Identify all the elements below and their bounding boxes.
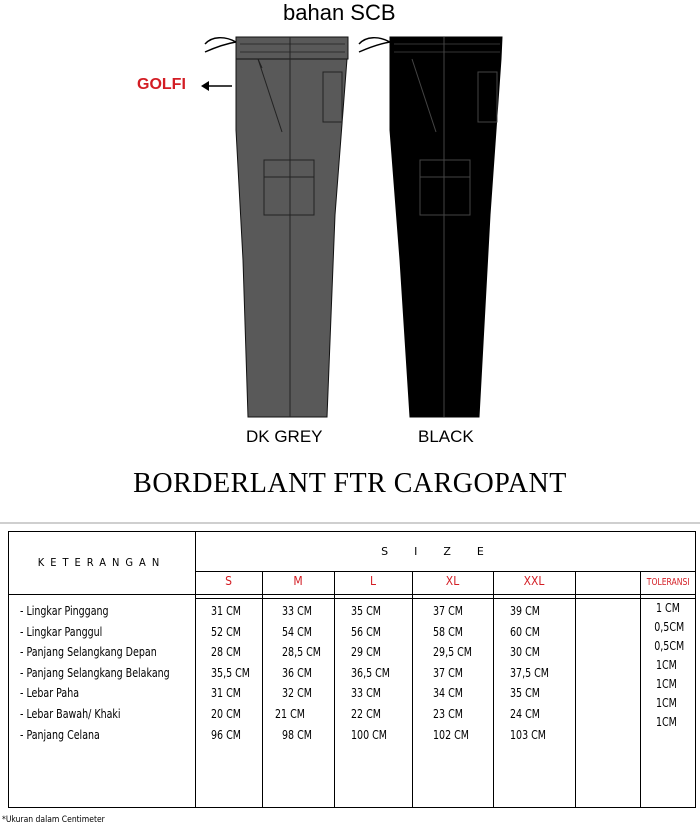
table-cell: 100 CM <box>351 727 387 742</box>
size-l-values <box>351 601 390 745</box>
grid-line <box>195 571 696 572</box>
table-cell: 31 CM <box>211 686 241 701</box>
size-xl-values <box>433 601 472 745</box>
table-cell: 30 CM <box>510 645 540 660</box>
table-cell: 22 CM <box>351 706 381 721</box>
size-xxl-values <box>510 601 549 745</box>
table-cell: 36 CM <box>282 665 312 680</box>
table-cell: 31 CM <box>211 604 241 618</box>
table-cell: 34 CM <box>433 686 463 701</box>
table-cell: 1CM <box>656 715 677 729</box>
table-row-label: - Panjang Selangkang Depan <box>20 645 157 660</box>
callout-arrow-icon <box>201 81 232 91</box>
table-cell: 58 CM <box>433 624 463 639</box>
size-header: SIZE <box>381 544 510 558</box>
table-cell: 29 CM <box>351 645 381 660</box>
tolerance-col-header <box>640 574 696 588</box>
pants-black-drawing <box>359 37 502 417</box>
table-cell: 1CM <box>656 677 677 691</box>
table-cell: 0,5CM <box>654 620 685 634</box>
table-cell: 1CM <box>656 696 677 710</box>
size-s-values <box>211 601 250 745</box>
variant-label-black: BLACK <box>418 427 474 446</box>
table-cell: 33 CM <box>351 686 381 701</box>
grid-line <box>493 571 494 808</box>
table-cell: 21 CM <box>274 706 305 721</box>
table-cell: 23 CM <box>433 706 463 721</box>
table-cell: 98 CM <box>282 727 312 742</box>
size-m-values <box>274 601 322 745</box>
pants-grey-drawing <box>205 37 348 417</box>
grid-line <box>195 531 196 808</box>
tolerance-values <box>656 599 684 732</box>
table-cell: 37 CM <box>433 665 463 680</box>
measurement-labels <box>20 601 170 745</box>
table-cell: 28 CM <box>211 645 241 660</box>
grid-line <box>575 571 576 808</box>
grid-line <box>8 594 696 595</box>
table-row-label: - Lingkar Pinggang <box>20 604 109 618</box>
size-col-s: S <box>225 574 232 588</box>
table-row-label: - Panjang Celana <box>20 727 100 742</box>
table-cell: 102 CM <box>433 727 469 742</box>
tolerance-header-text: TOLERANSI <box>646 577 690 588</box>
table-cell: 35 CM <box>351 604 381 618</box>
table-cell: 35 CM <box>510 686 540 701</box>
table-cell: 29,5 CM <box>433 645 473 660</box>
size-col-xxl: XXL <box>523 574 545 588</box>
table-row-label: - Lebar Paha <box>20 686 80 701</box>
table-cell: 52 CM <box>211 624 241 639</box>
table-cell: 103 CM <box>510 727 546 742</box>
table-cell: 37,5 CM <box>510 665 550 680</box>
table-cell: 1CM <box>656 658 677 672</box>
table-cell: 28,5 CM <box>282 645 322 660</box>
table-cell: 24 CM <box>510 706 540 721</box>
table-cell: 0,5CM <box>654 639 685 653</box>
table-row-label: - Lebar Bawah/ Khaki <box>20 706 121 721</box>
table-cell: 56 CM <box>351 624 381 639</box>
table-cell: 35,5 CM <box>211 665 251 680</box>
fabric-label: bahan SCB <box>283 0 396 25</box>
table-cell: 37 CM <box>433 604 463 618</box>
table-cell: 33 CM <box>282 604 312 618</box>
grid-line <box>412 571 413 808</box>
table-cell: 60 CM <box>510 624 540 639</box>
table-row-label: - Lingkar Panggul <box>20 624 103 639</box>
footnote: *Ukuran dalam Centimeter <box>2 815 105 825</box>
table-cell: 36,5 CM <box>351 665 391 680</box>
size-col-l: L <box>369 574 376 588</box>
grid-line <box>262 571 263 808</box>
table-cell: 39 CM <box>510 604 540 618</box>
grid-line <box>640 571 641 808</box>
table-cell: 96 CM <box>211 727 241 742</box>
table-cell: 32 CM <box>282 686 312 701</box>
table-row-label: - Panjang Selangkang Belakang <box>20 665 170 680</box>
variant-label-grey: DK GREY <box>246 427 323 446</box>
grid-line <box>195 598 696 599</box>
table-cell: 20 CM <box>211 706 241 721</box>
table-cell: 54 CM <box>282 624 312 639</box>
grid-line <box>334 571 335 808</box>
description-header: KETERANGAN <box>37 556 166 569</box>
table-cell: 1 CM <box>656 601 680 615</box>
size-col-m: M <box>293 574 303 588</box>
size-col-xl: XL <box>445 574 460 588</box>
golfi-callout-label: GOLFI <box>137 76 186 93</box>
product-title: BORDERLANT FTR CARGOPANT <box>133 468 567 499</box>
